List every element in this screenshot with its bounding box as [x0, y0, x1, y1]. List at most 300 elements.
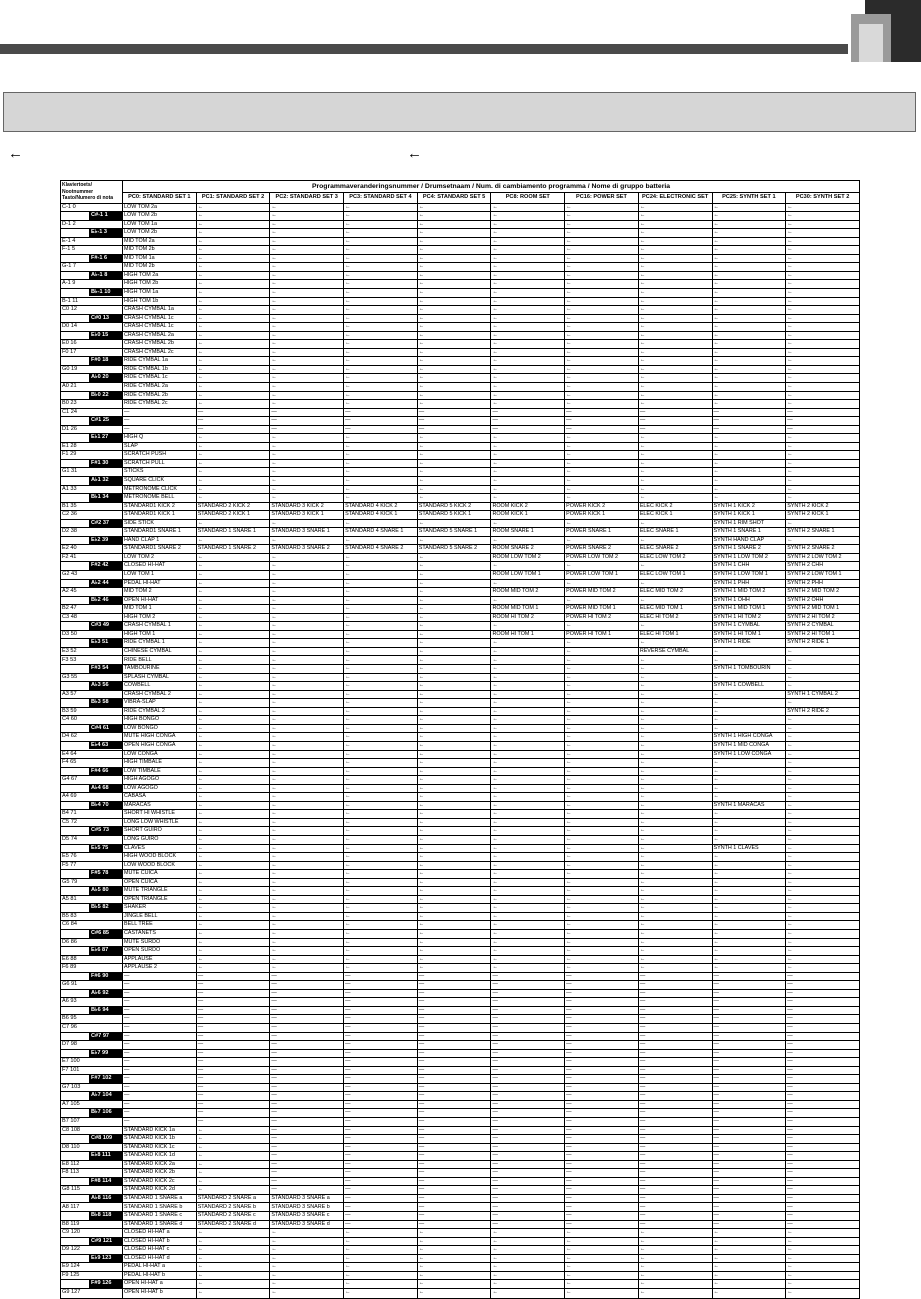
- instrument-cell: ←: [344, 562, 418, 571]
- table-row: [61, 1049, 860, 1058]
- column-header: PC24: ELECTRONIC SET: [638, 192, 712, 203]
- key-cell: [61, 1229, 123, 1238]
- key-cell: [61, 1118, 123, 1127]
- instrument-cell: —: [270, 1160, 344, 1169]
- instrument-cell: MID TOM 2: [123, 588, 197, 597]
- instrument-cell: —: [712, 981, 786, 990]
- instrument-cell: —: [638, 1194, 712, 1203]
- instrument-cell: —: [638, 1220, 712, 1229]
- column-header: PC8: ROOM SET: [491, 192, 565, 203]
- table-row: [61, 579, 860, 588]
- instrument-cell: SYNTH 1 CYMBAL: [712, 622, 786, 631]
- instrument-cell: ←: [344, 485, 418, 494]
- black-key-label: A♭8 116: [89, 1195, 122, 1203]
- instrument-cell: ←: [712, 451, 786, 460]
- instrument-cell: SYNTH 2 PHH: [786, 579, 860, 588]
- instrument-cell: —: [565, 408, 639, 417]
- instrument-cell: RIDE CYMBAL 2a: [123, 382, 197, 391]
- instrument-cell: POWER HI TOM 1: [565, 630, 639, 639]
- instrument-cell: ←: [417, 673, 491, 682]
- instrument-cell: ←: [270, 494, 344, 503]
- table-row: [61, 536, 860, 545]
- instrument-cell: ←: [491, 254, 565, 263]
- table-row: [61, 511, 860, 520]
- instrument-cell: ←: [417, 1288, 491, 1298]
- black-key-label: E♭2 39: [89, 537, 122, 545]
- instrument-cell: ←: [565, 750, 639, 759]
- instrument-cell: ←: [417, 690, 491, 699]
- instrument-cell: ←: [565, 921, 639, 930]
- key-cell: [61, 588, 123, 597]
- instrument-cell: —: [417, 1212, 491, 1221]
- instrument-cell: ←: [712, 853, 786, 862]
- instrument-cell: ←: [638, 724, 712, 733]
- instrument-cell: ←: [638, 844, 712, 853]
- instrument-cell: ←: [565, 699, 639, 708]
- instrument-cell: ←: [344, 365, 418, 374]
- instrument-cell: ←: [638, 955, 712, 964]
- instrument-cell: —: [196, 1118, 270, 1127]
- instrument-cell: —: [417, 1160, 491, 1169]
- white-key-label: G8 115: [62, 1186, 80, 1193]
- table-row: [61, 528, 860, 537]
- instrument-cell: ←: [565, 904, 639, 913]
- instrument-cell: —: [491, 1194, 565, 1203]
- instrument-cell: SYNTH 1 MID TOM 1: [712, 605, 786, 614]
- instrument-cell: STANDARD 3 SNARE a: [270, 1194, 344, 1203]
- instrument-cell: ←: [344, 878, 418, 887]
- instrument-cell: ←: [196, 750, 270, 759]
- table-row: [61, 1203, 860, 1212]
- instrument-cell: ←: [786, 776, 860, 785]
- instrument-cell: STANDARD 2 KICK 2: [196, 502, 270, 511]
- white-key-label: F8 113: [62, 1169, 79, 1176]
- instrument-cell: ←: [786, 203, 860, 212]
- instrument-cell: ←: [491, 468, 565, 477]
- instrument-cell: ←: [786, 647, 860, 656]
- instrument-cell: —: [786, 998, 860, 1007]
- instrument-cell: STANDARD 3 SNARE 1: [270, 528, 344, 537]
- key-cell: [61, 571, 123, 580]
- instrument-cell: —: [712, 1135, 786, 1144]
- instrument-cell: ←: [491, 904, 565, 913]
- instrument-cell: —: [417, 1126, 491, 1135]
- instrument-cell: —: [417, 1083, 491, 1092]
- instrument-cell: ←: [786, 494, 860, 503]
- key-cell: [61, 682, 123, 691]
- instrument-cell: —: [638, 1083, 712, 1092]
- table-row: [61, 545, 860, 554]
- instrument-cell: —: [344, 1194, 418, 1203]
- table-row: [61, 382, 860, 391]
- instrument-cell: SYNTH 1 SNARE 1: [712, 528, 786, 537]
- instrument-cell: ←: [344, 647, 418, 656]
- instrument-cell: —: [196, 1075, 270, 1084]
- instrument-cell: ←: [270, 801, 344, 810]
- instrument-cell: —: [712, 1049, 786, 1058]
- instrument-cell: ←: [565, 468, 639, 477]
- instrument-cell: —: [123, 408, 197, 417]
- instrument-cell: ←: [565, 861, 639, 870]
- instrument-cell: ←: [417, 682, 491, 691]
- instrument-cell: VIBRA-SLAP: [123, 699, 197, 708]
- instrument-cell: ←: [491, 579, 565, 588]
- instrument-cell: ROOM HI TOM 2: [491, 613, 565, 622]
- black-key-label: E♭6 87: [89, 947, 122, 955]
- instrument-cell: ←: [196, 306, 270, 315]
- white-key-label: B6 95: [62, 1015, 77, 1022]
- instrument-cell: —: [491, 998, 565, 1007]
- instrument-cell: —: [491, 1024, 565, 1033]
- instrument-cell: —: [270, 1032, 344, 1041]
- instrument-cell: ←: [196, 835, 270, 844]
- instrument-cell: ←: [638, 271, 712, 280]
- key-cell: [61, 382, 123, 391]
- instrument-cell: ←: [417, 340, 491, 349]
- instrument-cell: STANDARD 4 SNARE 2: [344, 545, 418, 554]
- instrument-cell: ←: [712, 929, 786, 938]
- instrument-cell: ←: [196, 365, 270, 374]
- instrument-cell: ←: [786, 314, 860, 323]
- instrument-cell: SYNTH 2 RIDE 2: [786, 707, 860, 716]
- instrument-cell: —: [491, 408, 565, 417]
- instrument-cell: ←: [565, 579, 639, 588]
- table-row: [61, 647, 860, 656]
- instrument-cell: ←: [196, 895, 270, 904]
- instrument-cell: ←: [196, 759, 270, 768]
- key-cell: [61, 784, 123, 793]
- instrument-cell: ←: [344, 818, 418, 827]
- instrument-cell: —: [344, 972, 418, 981]
- instrument-cell: ←: [344, 741, 418, 750]
- table-row: [61, 391, 860, 400]
- instrument-cell: ←: [712, 861, 786, 870]
- table-row: [61, 314, 860, 323]
- instrument-cell: ←: [786, 921, 860, 930]
- instrument-cell: ←: [491, 229, 565, 238]
- instrument-cell: ←: [491, 895, 565, 904]
- white-key-label: G3 55: [62, 673, 78, 680]
- instrument-cell: STANDARD 2 KICK 1: [196, 511, 270, 520]
- instrument-cell: —: [491, 1109, 565, 1118]
- column-header: PC30: SYNTH SET 2: [786, 192, 860, 203]
- instrument-cell: SYNTH 1 LOW TOM 2: [712, 553, 786, 562]
- instrument-cell: ←: [491, 818, 565, 827]
- key-cell: [61, 776, 123, 785]
- black-key-label: A♭3 56: [89, 682, 122, 690]
- white-key-label: D-1 2: [62, 220, 76, 227]
- key-cell: [61, 947, 123, 956]
- key-cell: [61, 229, 123, 238]
- instrument-cell: ←: [270, 203, 344, 212]
- instrument-cell: ←: [196, 485, 270, 494]
- instrument-cell: ←: [270, 468, 344, 477]
- instrument-cell: —: [638, 989, 712, 998]
- instrument-cell: ←: [786, 810, 860, 819]
- instrument-cell: —: [786, 1169, 860, 1178]
- instrument-cell: ←: [712, 690, 786, 699]
- instrument-cell: ←: [491, 485, 565, 494]
- table-row: [61, 776, 860, 785]
- instrument-cell: SYNTH 2 OHH: [786, 596, 860, 605]
- instrument-cell: —: [638, 1152, 712, 1161]
- instrument-cell: ←: [565, 212, 639, 221]
- instrument-cell: —: [417, 981, 491, 990]
- instrument-cell: ←: [712, 374, 786, 383]
- table-row: [61, 759, 860, 768]
- instrument-cell: ←: [344, 759, 418, 768]
- instrument-cell: ←: [786, 340, 860, 349]
- instrument-cell: —: [786, 1075, 860, 1084]
- instrument-cell: ←: [786, 1229, 860, 1238]
- instrument-cell: ELEC SNARE 1: [638, 528, 712, 537]
- instrument-cell: ←: [417, 596, 491, 605]
- instrument-cell: ←: [712, 357, 786, 366]
- instrument-cell: ←: [270, 929, 344, 938]
- instrument-cell: ←: [344, 622, 418, 631]
- instrument-cell: —: [565, 1135, 639, 1144]
- instrument-cell: ←: [344, 1229, 418, 1238]
- instrument-cell: ←: [565, 203, 639, 212]
- instrument-cell: SYNTH 1 CLAVES: [712, 844, 786, 853]
- instrument-cell: ←: [638, 314, 712, 323]
- instrument-cell: SLAP: [123, 442, 197, 451]
- black-key-label: E♭0 15: [89, 332, 122, 340]
- instrument-cell: OPEN HI-HAT b: [123, 1288, 197, 1298]
- instrument-cell: ←: [565, 955, 639, 964]
- instrument-cell: STANDARD1 SNARE 1: [123, 528, 197, 537]
- instrument-cell: ←: [491, 1229, 565, 1238]
- instrument-cell: ←: [417, 955, 491, 964]
- instrument-cell: ←: [786, 1271, 860, 1280]
- instrument-cell: ←: [196, 861, 270, 870]
- table-row: [61, 271, 860, 280]
- black-key-label: B♭8 118: [89, 1212, 122, 1220]
- key-cell: [61, 716, 123, 725]
- instrument-cell: ←: [344, 912, 418, 921]
- instrument-cell: ELEC KICK 2: [638, 502, 712, 511]
- black-key-label: F#0 18: [89, 357, 122, 365]
- instrument-cell: ←: [344, 724, 418, 733]
- table-row: [61, 588, 860, 597]
- instrument-cell: ←: [786, 331, 860, 340]
- instrument-cell: —: [417, 1100, 491, 1109]
- instrument-cell: SYNTH 1 KICK 1: [712, 511, 786, 520]
- instrument-cell: —: [270, 1041, 344, 1050]
- black-key-label: B♭2 46: [89, 597, 122, 605]
- instrument-cell: —: [123, 1006, 197, 1015]
- instrument-cell: —: [638, 1212, 712, 1221]
- instrument-cell: —: [712, 1177, 786, 1186]
- instrument-cell: ←: [786, 955, 860, 964]
- instrument-cell: ←: [196, 733, 270, 742]
- instrument-cell: ←: [344, 400, 418, 409]
- instrument-cell: —: [417, 1024, 491, 1033]
- instrument-cell: CRASH CYMBAL 2: [123, 690, 197, 699]
- instrument-cell: ←: [491, 442, 565, 451]
- white-key-label: B3 59: [62, 707, 77, 714]
- instrument-cell: ←: [270, 895, 344, 904]
- instrument-cell: ←: [786, 801, 860, 810]
- header-rule: [0, 44, 848, 54]
- white-key-label: B1 35: [62, 502, 77, 509]
- instrument-cell: ←: [344, 784, 418, 793]
- instrument-cell: SYNTH 2 MID TOM 1: [786, 605, 860, 614]
- instrument-cell: METRONOME CLICK: [123, 485, 197, 494]
- table-row: [61, 468, 860, 477]
- white-key-label: F7 101: [62, 1066, 80, 1073]
- instrument-cell: BELL TREE: [123, 921, 197, 930]
- instrument-cell: —: [417, 1066, 491, 1075]
- instrument-cell: —: [638, 981, 712, 990]
- instrument-cell: STANDARD 3 SNARE d: [270, 1220, 344, 1229]
- instrument-cell: ←: [417, 494, 491, 503]
- instrument-cell: —: [638, 1049, 712, 1058]
- instrument-cell: HIGH TOM 1a: [123, 288, 197, 297]
- instrument-cell: —: [638, 1032, 712, 1041]
- key-cell: [61, 1006, 123, 1015]
- instrument-cell: ←: [565, 818, 639, 827]
- instrument-cell: ←: [638, 767, 712, 776]
- instrument-cell: ←: [712, 947, 786, 956]
- key-cell: [61, 459, 123, 468]
- instrument-cell: ←: [417, 459, 491, 468]
- instrument-cell: ←: [565, 793, 639, 802]
- instrument-cell: ←: [491, 340, 565, 349]
- instrument-cell: STANDARD KICK 2c: [123, 1177, 197, 1186]
- instrument-cell: ←: [417, 741, 491, 750]
- instrument-cell: —: [270, 989, 344, 998]
- column-header: PC16: POWER SET: [565, 192, 639, 203]
- instrument-cell: ←: [638, 853, 712, 862]
- key-cell: [61, 562, 123, 571]
- black-key-label: B♭4 70: [89, 802, 122, 810]
- key-cell: [61, 1169, 123, 1178]
- instrument-cell: ←: [196, 1186, 270, 1195]
- instrument-cell: —: [417, 1049, 491, 1058]
- instrument-cell: STANDARD 2 SNARE d: [196, 1220, 270, 1229]
- table-row: [61, 1246, 860, 1255]
- table-row: [61, 1041, 860, 1050]
- instrument-cell: ←: [270, 229, 344, 238]
- instrument-cell: SHORT HI WHISTLE: [123, 810, 197, 819]
- instrument-cell: —: [196, 989, 270, 998]
- instrument-cell: —: [270, 1049, 344, 1058]
- key-cell: [61, 545, 123, 554]
- key-cell: [61, 596, 123, 605]
- instrument-cell: SYNTH 1 RIM SHOT: [712, 519, 786, 528]
- instrument-cell: SYNTH 2 LOW TOM 2: [786, 553, 860, 562]
- instrument-cell: ←: [712, 724, 786, 733]
- instrument-cell: POWER MID TOM 1: [565, 605, 639, 614]
- instrument-cell: ←: [417, 288, 491, 297]
- instrument-cell: ←: [638, 374, 712, 383]
- table-row: [61, 1135, 860, 1144]
- instrument-cell: ←: [712, 759, 786, 768]
- table-row: [61, 1126, 860, 1135]
- instrument-cell: ←: [417, 767, 491, 776]
- instrument-cell: —: [344, 417, 418, 426]
- key-cell: [61, 365, 123, 374]
- instrument-cell: ←: [565, 938, 639, 947]
- instrument-cell: CRASH CYMBAL 2a: [123, 331, 197, 340]
- instrument-cell: ←: [491, 810, 565, 819]
- instrument-cell: ←: [417, 365, 491, 374]
- instrument-cell: ←: [344, 605, 418, 614]
- white-key-label: G2 43: [62, 571, 78, 578]
- table-row: [61, 400, 860, 409]
- key-cell: [61, 1049, 123, 1058]
- instrument-cell: ←: [712, 485, 786, 494]
- instrument-cell: ←: [491, 793, 565, 802]
- instrument-cell: ←: [270, 827, 344, 836]
- instrument-cell: —: [565, 1049, 639, 1058]
- instrument-cell: —: [344, 1169, 418, 1178]
- instrument-cell: ←: [491, 912, 565, 921]
- white-key-label: A4 69: [62, 793, 77, 800]
- instrument-cell: ←: [196, 784, 270, 793]
- instrument-cell: ←: [344, 1263, 418, 1272]
- instrument-cell: ←: [417, 835, 491, 844]
- black-key-label: F#6 90: [89, 973, 122, 981]
- instrument-cell: ←: [712, 1280, 786, 1289]
- instrument-cell: ←: [786, 844, 860, 853]
- instrument-cell: ←: [565, 622, 639, 631]
- instrument-cell: ←: [196, 870, 270, 879]
- instrument-cell: ←: [417, 665, 491, 674]
- key-cell: [61, 1024, 123, 1033]
- instrument-cell: ←: [565, 947, 639, 956]
- instrument-cell: —: [123, 1024, 197, 1033]
- instrument-cell: —: [196, 425, 270, 434]
- white-key-label: F0 17: [62, 348, 77, 355]
- table-row: [61, 741, 860, 750]
- instrument-cell: —: [344, 1032, 418, 1041]
- instrument-cell: —: [344, 1177, 418, 1186]
- instrument-cell: ←: [491, 494, 565, 503]
- instrument-cell: ←: [712, 895, 786, 904]
- instrument-cell: —: [123, 1058, 197, 1067]
- instrument-cell: ←: [196, 964, 270, 973]
- instrument-cell: —: [123, 981, 197, 990]
- instrument-cell: POWER KICK 1: [565, 511, 639, 520]
- instrument-cell: ←: [196, 724, 270, 733]
- instrument-cell: —: [344, 1041, 418, 1050]
- instrument-cell: ←: [786, 451, 860, 460]
- instrument-cell: ←: [417, 485, 491, 494]
- instrument-cell: ←: [491, 955, 565, 964]
- instrument-cell: ←: [417, 468, 491, 477]
- instrument-cell: LOW TIMBALE: [123, 767, 197, 776]
- instrument-cell: ←: [565, 237, 639, 246]
- table-row: [61, 1075, 860, 1084]
- instrument-cell: ←: [270, 331, 344, 340]
- instrument-cell: —: [270, 1177, 344, 1186]
- instrument-cell: ←: [712, 699, 786, 708]
- instrument-cell: ←: [344, 938, 418, 947]
- instrument-cell: ←: [417, 724, 491, 733]
- white-key-label: G9 127: [62, 1289, 81, 1296]
- instrument-cell: ←: [196, 494, 270, 503]
- instrument-cell: ←: [417, 622, 491, 631]
- black-key-label: E♭1 27: [89, 434, 122, 442]
- instrument-cell: —: [491, 1049, 565, 1058]
- instrument-cell: CRASH CYMBAL 1c: [123, 323, 197, 332]
- instrument-cell: ←: [344, 955, 418, 964]
- instrument-cell: —: [565, 1006, 639, 1015]
- instrument-cell: ←: [638, 1288, 712, 1298]
- white-key-label: E1 28: [62, 442, 77, 449]
